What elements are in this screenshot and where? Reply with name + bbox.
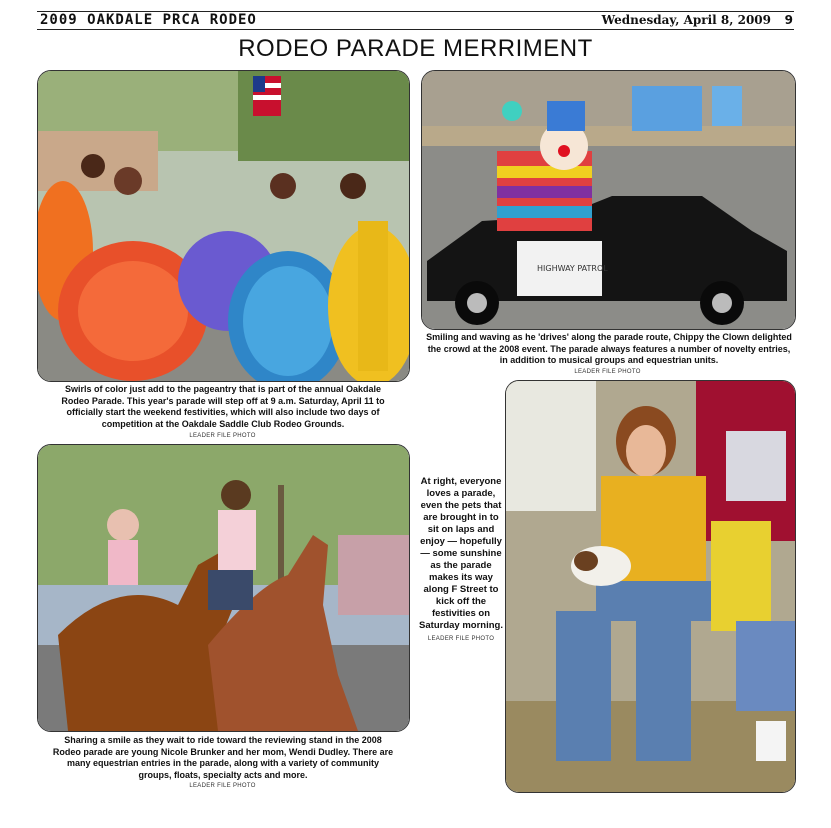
caption-pets: At right, everyone loves a parade, even the pets that are brought in to sit on laps and enjoy — hopefully — some sunshine as the parade makes its way along F Street to kick off the festivities on Saturday morning. (419, 476, 503, 631)
caption-dancers: Swirls of color just add to the pageantry that is part of the annual Oakdale Rodeo Parade. This year's parade will step off at 9 a.m. Saturday, April 11 to officially start the weekend festivities, which will also include two days of competition at the Oakdale Saddle Club Rodeo Grounds. (61, 384, 385, 429)
caption-riders: Sharing a smile as they wait to ride toward the reviewing stand in the 2008 Rodeo parade are young Nicole Brunker and her mom, Wendi Dudley. There are many equestrian entries in the parade, along with a variety of community groups, floats, specialty acts and more. (52, 735, 394, 780)
photo-woman-with-dog (505, 380, 796, 793)
issue-date: Wednesday, April 8, 2009 (601, 13, 771, 27)
photo-folklorico-dancers (37, 70, 410, 382)
caption-clown: Smiling and waving as he 'drives' along the parade route, Chippy the Clown delighted the crowd at the 2008 event. The parade always features a number of novelty entries, in addition to musical groups and equestrian units. (426, 332, 792, 365)
photo-clown-car (421, 70, 796, 330)
credit-riders: LEADER FILE PHOTO (189, 783, 256, 789)
section-title: 2009 OAKDALE PRCA RODEO (40, 12, 257, 28)
car-door-text: HIGHWAY PATROL (537, 264, 608, 273)
credit-clown: LEADER FILE PHOTO (574, 369, 641, 375)
credit-dancers: LEADER FILE PHOTO (189, 433, 256, 439)
header-rule-bottom (37, 29, 794, 30)
photo-riders-horses (37, 444, 410, 732)
headline: RODEO PARADE MERRIMENT (238, 35, 593, 62)
page-number: 9 (784, 13, 793, 27)
credit-pets: LEADER FILE PHOTO (427, 636, 495, 642)
